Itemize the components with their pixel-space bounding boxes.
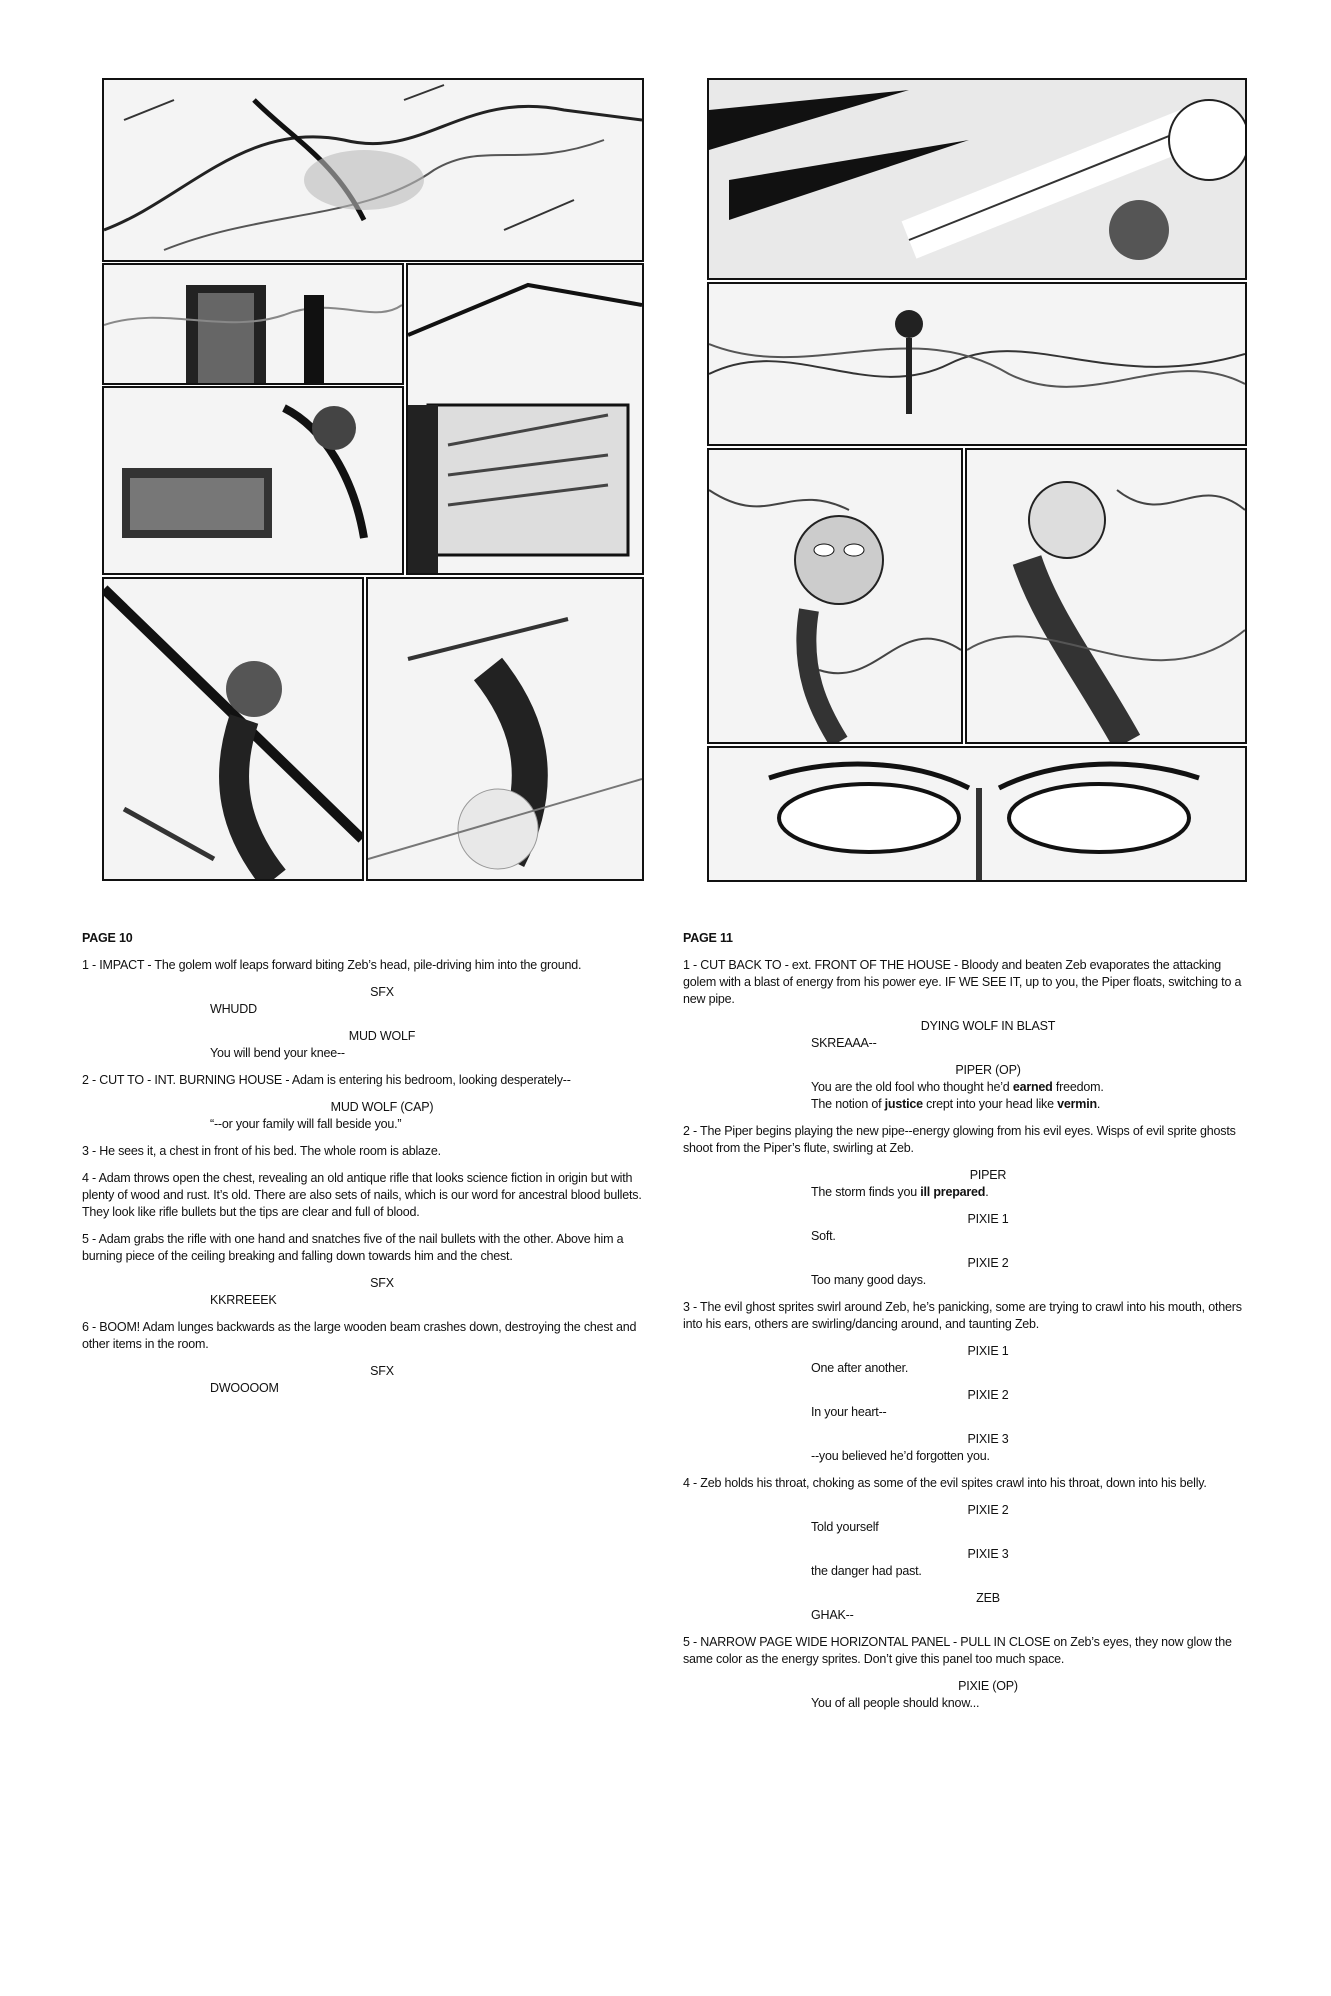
dialogue-line: One after another. (811, 1361, 909, 1375)
character-cue: PIXIE 3 (967, 1547, 1009, 1561)
page-10-panel-3 (406, 263, 644, 575)
page-11-heading: PAGE 11 (683, 931, 733, 945)
action-1: 1 - CUT BACK TO - ext. FRONT OF THE HOUSE - Bloody and beaten Zeb evaporates the attacking golem with a blast of energy from his power eye. IF WE SEE IT, up to you, the Piper floats, switching to a new pipe. (683, 958, 1242, 1006)
character-cue: PIXIE (OP) (958, 1679, 1018, 1693)
action-1: 1 - IMPACT - The golem wolf leaps forward biting Zeb’s head, pile-driving him into the ground. (82, 958, 582, 972)
page-11-script (683, 930, 1253, 1722)
action-2: 2 - CUT TO - INT. BURNING HOUSE - Adam is entering his bedroom, looking desperately-- (82, 1073, 571, 1087)
dialogue-line: SKREAAA-- (811, 1036, 877, 1050)
zeb-panicking-sketch (709, 450, 961, 742)
page-10-panel-5 (102, 577, 364, 881)
page-10-heading: PAGE 10 (82, 931, 133, 945)
action-5: 5 - Adam grabs the rifle with one hand and snatches five of the nail bullets with the other. Above him a burning piece of the ceiling breaking and falling down towards him and the chest. (82, 1232, 624, 1263)
dialogue-line: You of all people should know... (811, 1696, 980, 1710)
falling-beam-sketch (104, 579, 362, 879)
dialogue-line: GHAK-- (811, 1608, 854, 1622)
character-cue: MUD WOLF (348, 1029, 416, 1043)
page-10-panel-1 (102, 78, 644, 262)
action-4: 4 - Adam throws open the chest, revealing an old antique rifle that looks science fiction in origin but with plenty of wood and rust. It’s old. There are also sets of nails, which is our word for ancestral blood bullets. They look like rifle bullets but the tips are clear and full of blood. (82, 1171, 642, 1219)
dialogue-line: You will bend your knee-- (210, 1046, 345, 1060)
dialogue-line: Told yourself (811, 1520, 879, 1534)
dialogue-line: “--or your family will fall beside you.” (210, 1117, 402, 1131)
character-cue: PIXIE 3 (967, 1432, 1009, 1446)
glowing-eyes-sketch (709, 748, 1245, 880)
character-cue: MUD WOLF (CAP) (330, 1100, 434, 1114)
character-cue: PIXIE 1 (967, 1344, 1009, 1358)
action-4: 4 - Zeb holds his throat, choking as some of the evil spites crawl into his throat, down into his belly. (683, 1476, 1207, 1490)
dialogue-line: You are the old fool who thought he’d earned freedom. (811, 1080, 1104, 1094)
action-3: 3 - He sees it, a chest in front of his bed. The whole room is ablaze. (82, 1144, 441, 1158)
character-cue: PIXIE 2 (967, 1388, 1009, 1402)
chest-by-bed-sketch (104, 388, 402, 573)
dialogue-line: KKRREEEK (210, 1293, 277, 1307)
doorway-sketch (104, 265, 402, 383)
wolf-attack-sketch (104, 80, 642, 260)
page-11-panel-4 (965, 448, 1247, 744)
character-cue: PIXIE 2 (967, 1503, 1009, 1517)
page-11-panel-5 (707, 746, 1247, 882)
open-chest-sketch (408, 265, 642, 573)
character-cue: PIXIE 1 (967, 1212, 1009, 1226)
character-cue: PIXIE 2 (967, 1256, 1009, 1270)
dialogue-line: Too many good days. (811, 1273, 927, 1287)
character-cue: PIPER (OP) (955, 1063, 1021, 1077)
dialogue-line: DWOOOOM (210, 1381, 279, 1395)
dialogue-line: the danger had past. (811, 1564, 922, 1578)
character-cue: SFX (370, 1364, 394, 1378)
character-cue: PIPER (969, 1168, 1007, 1182)
sprite-ghosts-sketch (709, 284, 1245, 444)
action-6: 6 - BOOM! Adam lunges backwards as the large wooden beam crashes down, destroying the chest and other items in the room. (82, 1320, 637, 1351)
character-cue: SFX (370, 1276, 394, 1290)
dialogue-line: In your heart-- (811, 1405, 887, 1419)
page-10-panel-4 (102, 386, 404, 575)
page-10-script (82, 930, 642, 1407)
lunge-backwards-sketch (368, 579, 642, 879)
action-3: 3 - The evil ghost sprites swirl around Zeb, he’s panicking, some are trying to crawl into his mouth, others into his ears, others are swirling/dancing around, and taunting Zeb. (683, 1300, 1242, 1331)
action-5: 5 - NARROW PAGE WIDE HORIZONTAL PANEL - PULL IN CLOSE on Zeb’s eyes, they now glow the same color as the energy sprites. Don’t give this panel too much space. (683, 1635, 1232, 1666)
zeb-choking-sketch (967, 450, 1245, 742)
page-11-panel-1 (707, 78, 1247, 280)
dialogue-line: The storm finds you ill prepared. (811, 1185, 989, 1199)
page-11-panel-2 (707, 282, 1247, 446)
character-cue: SFX (370, 985, 394, 999)
dialogue-line: WHUDD (210, 1002, 257, 1016)
action-2: 2 - The Piper begins playing the new pipe--energy glowing from his evil eyes. Wisps of evil sprite ghosts shoot from the Piper’s flute, swirling at Zeb. (683, 1124, 1236, 1155)
character-cue: ZEB (976, 1591, 1000, 1605)
energy-blast-sketch (709, 80, 1245, 278)
page-11-panel-3 (707, 448, 963, 744)
character-cue: DYING WOLF IN BLAST (920, 1019, 1056, 1033)
dialogue-line: The notion of justice crept into your head like vermin. (811, 1097, 1101, 1111)
dialogue-line: --you believed he’d forgotten you. (811, 1449, 990, 1463)
page-10-panel-6 (366, 577, 644, 881)
page-10-panel-2 (102, 263, 404, 385)
dialogue-line: Soft. (811, 1229, 836, 1243)
